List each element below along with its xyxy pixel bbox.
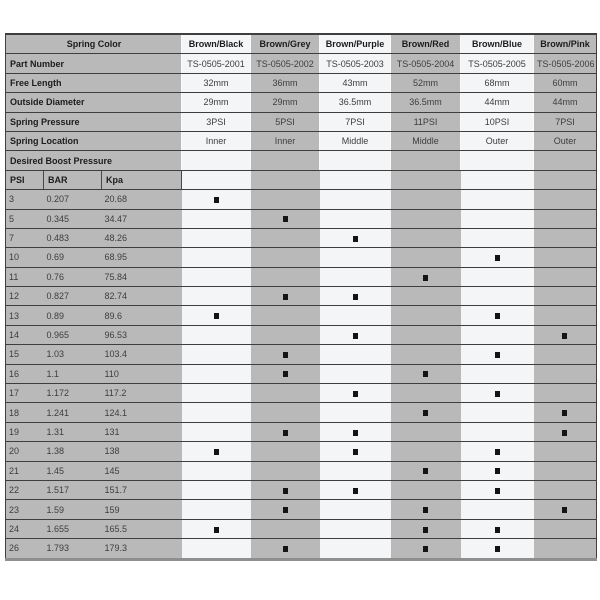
spring-mark (214, 197, 219, 203)
empty-cell (534, 384, 597, 403)
cell-value: 29mm (182, 93, 251, 112)
mark-cell (534, 422, 597, 441)
boost-row (6, 422, 597, 441)
kpa-value: 89.6 (102, 306, 182, 325)
empty-cell (461, 364, 534, 383)
mark-cell (461, 384, 534, 403)
kpa-value: 48.26 (102, 228, 182, 247)
column-header: Brown/Red (391, 34, 461, 54)
empty-cell (320, 539, 391, 559)
mark-cell (461, 461, 534, 480)
boost-row (6, 519, 597, 538)
empty-cell (534, 480, 597, 499)
boost-row (6, 384, 597, 403)
empty-cell (320, 364, 391, 383)
bar-value: 0.69 (44, 248, 102, 267)
spring-mark (283, 294, 288, 300)
boost-row (6, 345, 597, 364)
cell-value: 43mm (320, 73, 391, 92)
empty-cell (320, 403, 391, 422)
empty-cell (391, 287, 461, 306)
spring-mark (495, 255, 500, 261)
empty-cell (251, 519, 320, 538)
spring-mark (495, 449, 500, 455)
mark-cell (461, 519, 534, 538)
empty-cell (391, 151, 461, 170)
bar-value: 0.965 (44, 325, 102, 344)
cell-value: 5PSI (251, 112, 320, 131)
empty-cell (182, 287, 251, 306)
mark-cell (391, 539, 461, 559)
psi-value: 15 (6, 345, 44, 364)
empty-cell (391, 384, 461, 403)
cell-value: TS-0505-2002 (251, 54, 320, 73)
attribute-row (6, 131, 597, 150)
column-header: Brown/Purple (320, 34, 391, 54)
spring-mark (495, 546, 500, 552)
psi-value: 21 (6, 461, 44, 480)
spring-mark (283, 546, 288, 552)
empty-cell (461, 325, 534, 344)
cell-value: 36.5mm (391, 93, 461, 112)
kpa-value: 117.2 (102, 384, 182, 403)
boost-row (6, 325, 597, 344)
cell-value: Inner (182, 131, 251, 150)
mark-cell (182, 442, 251, 461)
empty-cell (320, 519, 391, 538)
empty-cell (461, 228, 534, 247)
cell-value: TS-0505-2006 (534, 54, 597, 73)
spring-mark (423, 275, 428, 281)
psi-value: 22 (6, 480, 44, 499)
bar-value: 0.207 (44, 190, 102, 209)
attribute-row (6, 73, 597, 92)
empty-cell (534, 539, 597, 559)
bar-value: 1.03 (44, 345, 102, 364)
psi-value: 23 (6, 500, 44, 519)
spring-mark (495, 468, 500, 474)
mark-cell (461, 442, 534, 461)
empty-cell (461, 190, 534, 209)
bar-value: 0.345 (44, 209, 102, 228)
mark-cell (461, 539, 534, 559)
kpa-value: 165.5 (102, 519, 182, 538)
mark-cell (391, 364, 461, 383)
spring-mark (562, 333, 567, 339)
kpa-value: 34.47 (102, 209, 182, 228)
header-row (6, 34, 597, 54)
bar-value: 1.655 (44, 519, 102, 538)
psi-value: 16 (6, 364, 44, 383)
empty-cell (461, 403, 534, 422)
mark-cell (320, 325, 391, 344)
empty-cell (182, 500, 251, 519)
spring-mark (353, 333, 358, 339)
empty-cell (320, 151, 391, 170)
empty-cell (534, 345, 597, 364)
empty-cell (534, 190, 597, 209)
psi-value: 10 (6, 248, 44, 267)
spring-mark (283, 216, 288, 222)
spring-mark (495, 488, 500, 494)
kpa-value: 145 (102, 461, 182, 480)
empty-cell (251, 384, 320, 403)
mark-cell (251, 500, 320, 519)
kpa-value: 159 (102, 500, 182, 519)
empty-cell (391, 442, 461, 461)
empty-cell (391, 248, 461, 267)
psi-value: 19 (6, 422, 44, 441)
spring-mark (283, 430, 288, 436)
cell-value: 60mm (534, 73, 597, 92)
attribute-row (6, 93, 597, 112)
cell-value: Outer (534, 131, 597, 150)
row-label: Part Number (6, 54, 182, 73)
empty-cell (391, 170, 461, 189)
psi-value: 13 (6, 306, 44, 325)
spring-mark (423, 527, 428, 533)
empty-cell (182, 461, 251, 480)
row-label: Spring Pressure (6, 112, 182, 131)
kpa-value: 103.4 (102, 345, 182, 364)
cell-value: 29mm (251, 93, 320, 112)
empty-cell (182, 248, 251, 267)
bar-value: 0.89 (44, 306, 102, 325)
cell-value: Middle (320, 131, 391, 150)
kpa-value: 179.3 (102, 539, 182, 559)
mark-cell (251, 480, 320, 499)
empty-cell (251, 306, 320, 325)
mark-cell (391, 403, 461, 422)
kpa-value: 131 (102, 422, 182, 441)
psi-value: 5 (6, 209, 44, 228)
column-header: Brown/Blue (461, 34, 534, 54)
spring-mark (283, 507, 288, 513)
kpa-value: 68.95 (102, 248, 182, 267)
column-header: Brown/Pink (534, 34, 597, 54)
psi-value: 24 (6, 519, 44, 538)
cell-value: 7PSI (534, 112, 597, 131)
boost-row (6, 442, 597, 461)
boost-row (6, 306, 597, 325)
empty-cell (251, 248, 320, 267)
empty-cell (461, 287, 534, 306)
empty-cell (251, 442, 320, 461)
unit-header: Kpa (102, 170, 182, 189)
empty-cell (461, 170, 534, 189)
mark-cell (182, 306, 251, 325)
empty-cell (534, 461, 597, 480)
spring-rate-table-container (5, 33, 597, 561)
empty-cell (251, 151, 320, 170)
cell-value: 10PSI (461, 112, 534, 131)
mark-cell (320, 287, 391, 306)
boost-row (6, 364, 597, 383)
section-row (6, 151, 597, 170)
empty-cell (461, 422, 534, 441)
empty-cell (320, 461, 391, 480)
empty-cell (391, 325, 461, 344)
empty-cell (251, 228, 320, 247)
mark-cell (534, 500, 597, 519)
spring-mark (283, 371, 288, 377)
kpa-value: 110 (102, 364, 182, 383)
boost-row (6, 403, 597, 422)
spring-mark (353, 294, 358, 300)
kpa-value: 75.84 (102, 267, 182, 286)
empty-cell (320, 170, 391, 189)
spring-mark (353, 488, 358, 494)
empty-cell (391, 306, 461, 325)
boost-row (6, 228, 597, 247)
psi-value: 20 (6, 442, 44, 461)
empty-cell (534, 519, 597, 538)
unit-header-row (6, 170, 597, 189)
psi-value: 7 (6, 228, 44, 247)
column-header: Brown/Grey (251, 34, 320, 54)
mark-cell (251, 287, 320, 306)
section-label: Desired Boost Pressure (6, 151, 182, 170)
spring-mark (353, 430, 358, 436)
spring-mark (562, 507, 567, 513)
row-label: Outside Diameter (6, 93, 182, 112)
bar-value: 1.172 (44, 384, 102, 403)
empty-cell (182, 480, 251, 499)
cell-value: 52mm (391, 73, 461, 92)
boost-row (6, 480, 597, 499)
mark-cell (461, 248, 534, 267)
mark-cell (320, 442, 391, 461)
cell-value: 44mm (461, 93, 534, 112)
cell-value: 32mm (182, 73, 251, 92)
mark-cell (391, 519, 461, 538)
cell-value: TS-0505-2005 (461, 54, 534, 73)
empty-cell (320, 500, 391, 519)
boost-row (6, 209, 597, 228)
bar-value: 1.517 (44, 480, 102, 499)
empty-cell (391, 228, 461, 247)
empty-cell (534, 306, 597, 325)
mark-cell (251, 539, 320, 559)
attribute-row (6, 54, 597, 73)
cell-value: 11PSI (391, 112, 461, 131)
psi-value: 14 (6, 325, 44, 344)
spring-mark (495, 352, 500, 358)
bar-value: 1.59 (44, 500, 102, 519)
spring-mark (562, 430, 567, 436)
cell-value: TS-0505-2004 (391, 54, 461, 73)
kpa-value: 151.7 (102, 480, 182, 499)
empty-cell (534, 442, 597, 461)
boost-row (6, 539, 597, 559)
empty-cell (251, 403, 320, 422)
mark-cell (534, 325, 597, 344)
mark-cell (534, 403, 597, 422)
kpa-value: 138 (102, 442, 182, 461)
empty-cell (391, 345, 461, 364)
kpa-value: 124.1 (102, 403, 182, 422)
cell-value: 44mm (534, 93, 597, 112)
empty-cell (251, 325, 320, 344)
row-label: Free Length (6, 73, 182, 92)
spring-mark (353, 449, 358, 455)
spring-mark (283, 352, 288, 358)
psi-value: 11 (6, 267, 44, 286)
mark-cell (461, 345, 534, 364)
empty-cell (391, 422, 461, 441)
empty-cell (320, 267, 391, 286)
bar-value: 0.76 (44, 267, 102, 286)
empty-cell (534, 151, 597, 170)
row-label: Spring Location (6, 131, 182, 150)
empty-cell (391, 480, 461, 499)
spring-mark (423, 410, 428, 416)
psi-value: 17 (6, 384, 44, 403)
cell-value: 36.5mm (320, 93, 391, 112)
spring-mark (423, 371, 428, 377)
mark-cell (391, 267, 461, 286)
boost-row (6, 500, 597, 519)
empty-cell (182, 403, 251, 422)
spring-mark (562, 410, 567, 416)
psi-value: 12 (6, 287, 44, 306)
bar-value: 0.827 (44, 287, 102, 306)
bar-value: 0.483 (44, 228, 102, 247)
mark-cell (251, 209, 320, 228)
kpa-value: 20.68 (102, 190, 182, 209)
empty-cell (461, 500, 534, 519)
kpa-value: 96.53 (102, 325, 182, 344)
bar-value: 1.38 (44, 442, 102, 461)
cell-value: 36mm (251, 73, 320, 92)
empty-cell (251, 170, 320, 189)
empty-cell (534, 228, 597, 247)
mark-cell (320, 422, 391, 441)
empty-cell (182, 267, 251, 286)
cell-value: TS-0505-2001 (182, 54, 251, 73)
bar-value: 1.45 (44, 461, 102, 480)
mark-cell (320, 384, 391, 403)
empty-cell (534, 287, 597, 306)
spring-mark (214, 313, 219, 319)
empty-cell (182, 384, 251, 403)
spring-mark (353, 391, 358, 397)
spring-mark (214, 527, 219, 533)
empty-cell (320, 248, 391, 267)
cell-value: TS-0505-2003 (320, 54, 391, 73)
empty-cell (320, 190, 391, 209)
unit-header: BAR (44, 170, 102, 189)
bar-value: 1.1 (44, 364, 102, 383)
boost-row (6, 287, 597, 306)
mark-cell (251, 422, 320, 441)
attribute-row (6, 112, 597, 131)
cell-value: 7PSI (320, 112, 391, 131)
empty-cell (182, 364, 251, 383)
boost-row (6, 267, 597, 286)
empty-cell (182, 539, 251, 559)
empty-cell (320, 345, 391, 364)
empty-cell (182, 209, 251, 228)
empty-cell (182, 170, 251, 189)
spring-mark (423, 546, 428, 552)
mark-cell (251, 345, 320, 364)
spring-mark (495, 391, 500, 397)
mark-cell (251, 364, 320, 383)
spring-mark (214, 449, 219, 455)
bar-value: 1.793 (44, 539, 102, 559)
empty-cell (461, 209, 534, 228)
unit-header: PSI (6, 170, 44, 189)
empty-cell (320, 209, 391, 228)
cell-value: 68mm (461, 73, 534, 92)
mark-cell (391, 500, 461, 519)
cell-value: Inner (251, 131, 320, 150)
kpa-value: 82.74 (102, 287, 182, 306)
empty-cell (320, 306, 391, 325)
mark-cell (182, 190, 251, 209)
empty-cell (534, 267, 597, 286)
mark-cell (320, 480, 391, 499)
empty-cell (534, 248, 597, 267)
empty-cell (391, 209, 461, 228)
spring-mark (353, 236, 358, 242)
mark-cell (461, 306, 534, 325)
empty-cell (182, 151, 251, 170)
empty-cell (391, 190, 461, 209)
empty-cell (534, 170, 597, 189)
bar-value: 1.241 (44, 403, 102, 422)
empty-cell (461, 151, 534, 170)
empty-cell (182, 325, 251, 344)
spring-mark (495, 313, 500, 319)
empty-cell (182, 345, 251, 364)
mark-cell (461, 480, 534, 499)
spring-mark (283, 488, 288, 494)
empty-cell (182, 422, 251, 441)
empty-cell (534, 364, 597, 383)
psi-value: 18 (6, 403, 44, 422)
empty-cell (251, 461, 320, 480)
empty-cell (251, 190, 320, 209)
boost-row (6, 461, 597, 480)
spring-mark (423, 507, 428, 513)
bar-value: 1.31 (44, 422, 102, 441)
psi-value: 3 (6, 190, 44, 209)
empty-cell (534, 209, 597, 228)
mark-cell (391, 461, 461, 480)
column-header: Brown/Black (182, 34, 251, 54)
empty-cell (182, 228, 251, 247)
mark-cell (320, 228, 391, 247)
spring-mark (423, 468, 428, 474)
cell-value: Outer (461, 131, 534, 150)
mark-cell (182, 519, 251, 538)
psi-value: 26 (6, 539, 44, 559)
cell-value: Middle (391, 131, 461, 150)
boost-row (6, 190, 597, 209)
spring-mark (495, 527, 500, 533)
empty-cell (461, 267, 534, 286)
corner-label: Spring Color (6, 34, 182, 54)
cell-value: 3PSI (182, 112, 251, 131)
empty-cell (251, 267, 320, 286)
boost-row (6, 248, 597, 267)
spring-rate-table (5, 33, 597, 561)
